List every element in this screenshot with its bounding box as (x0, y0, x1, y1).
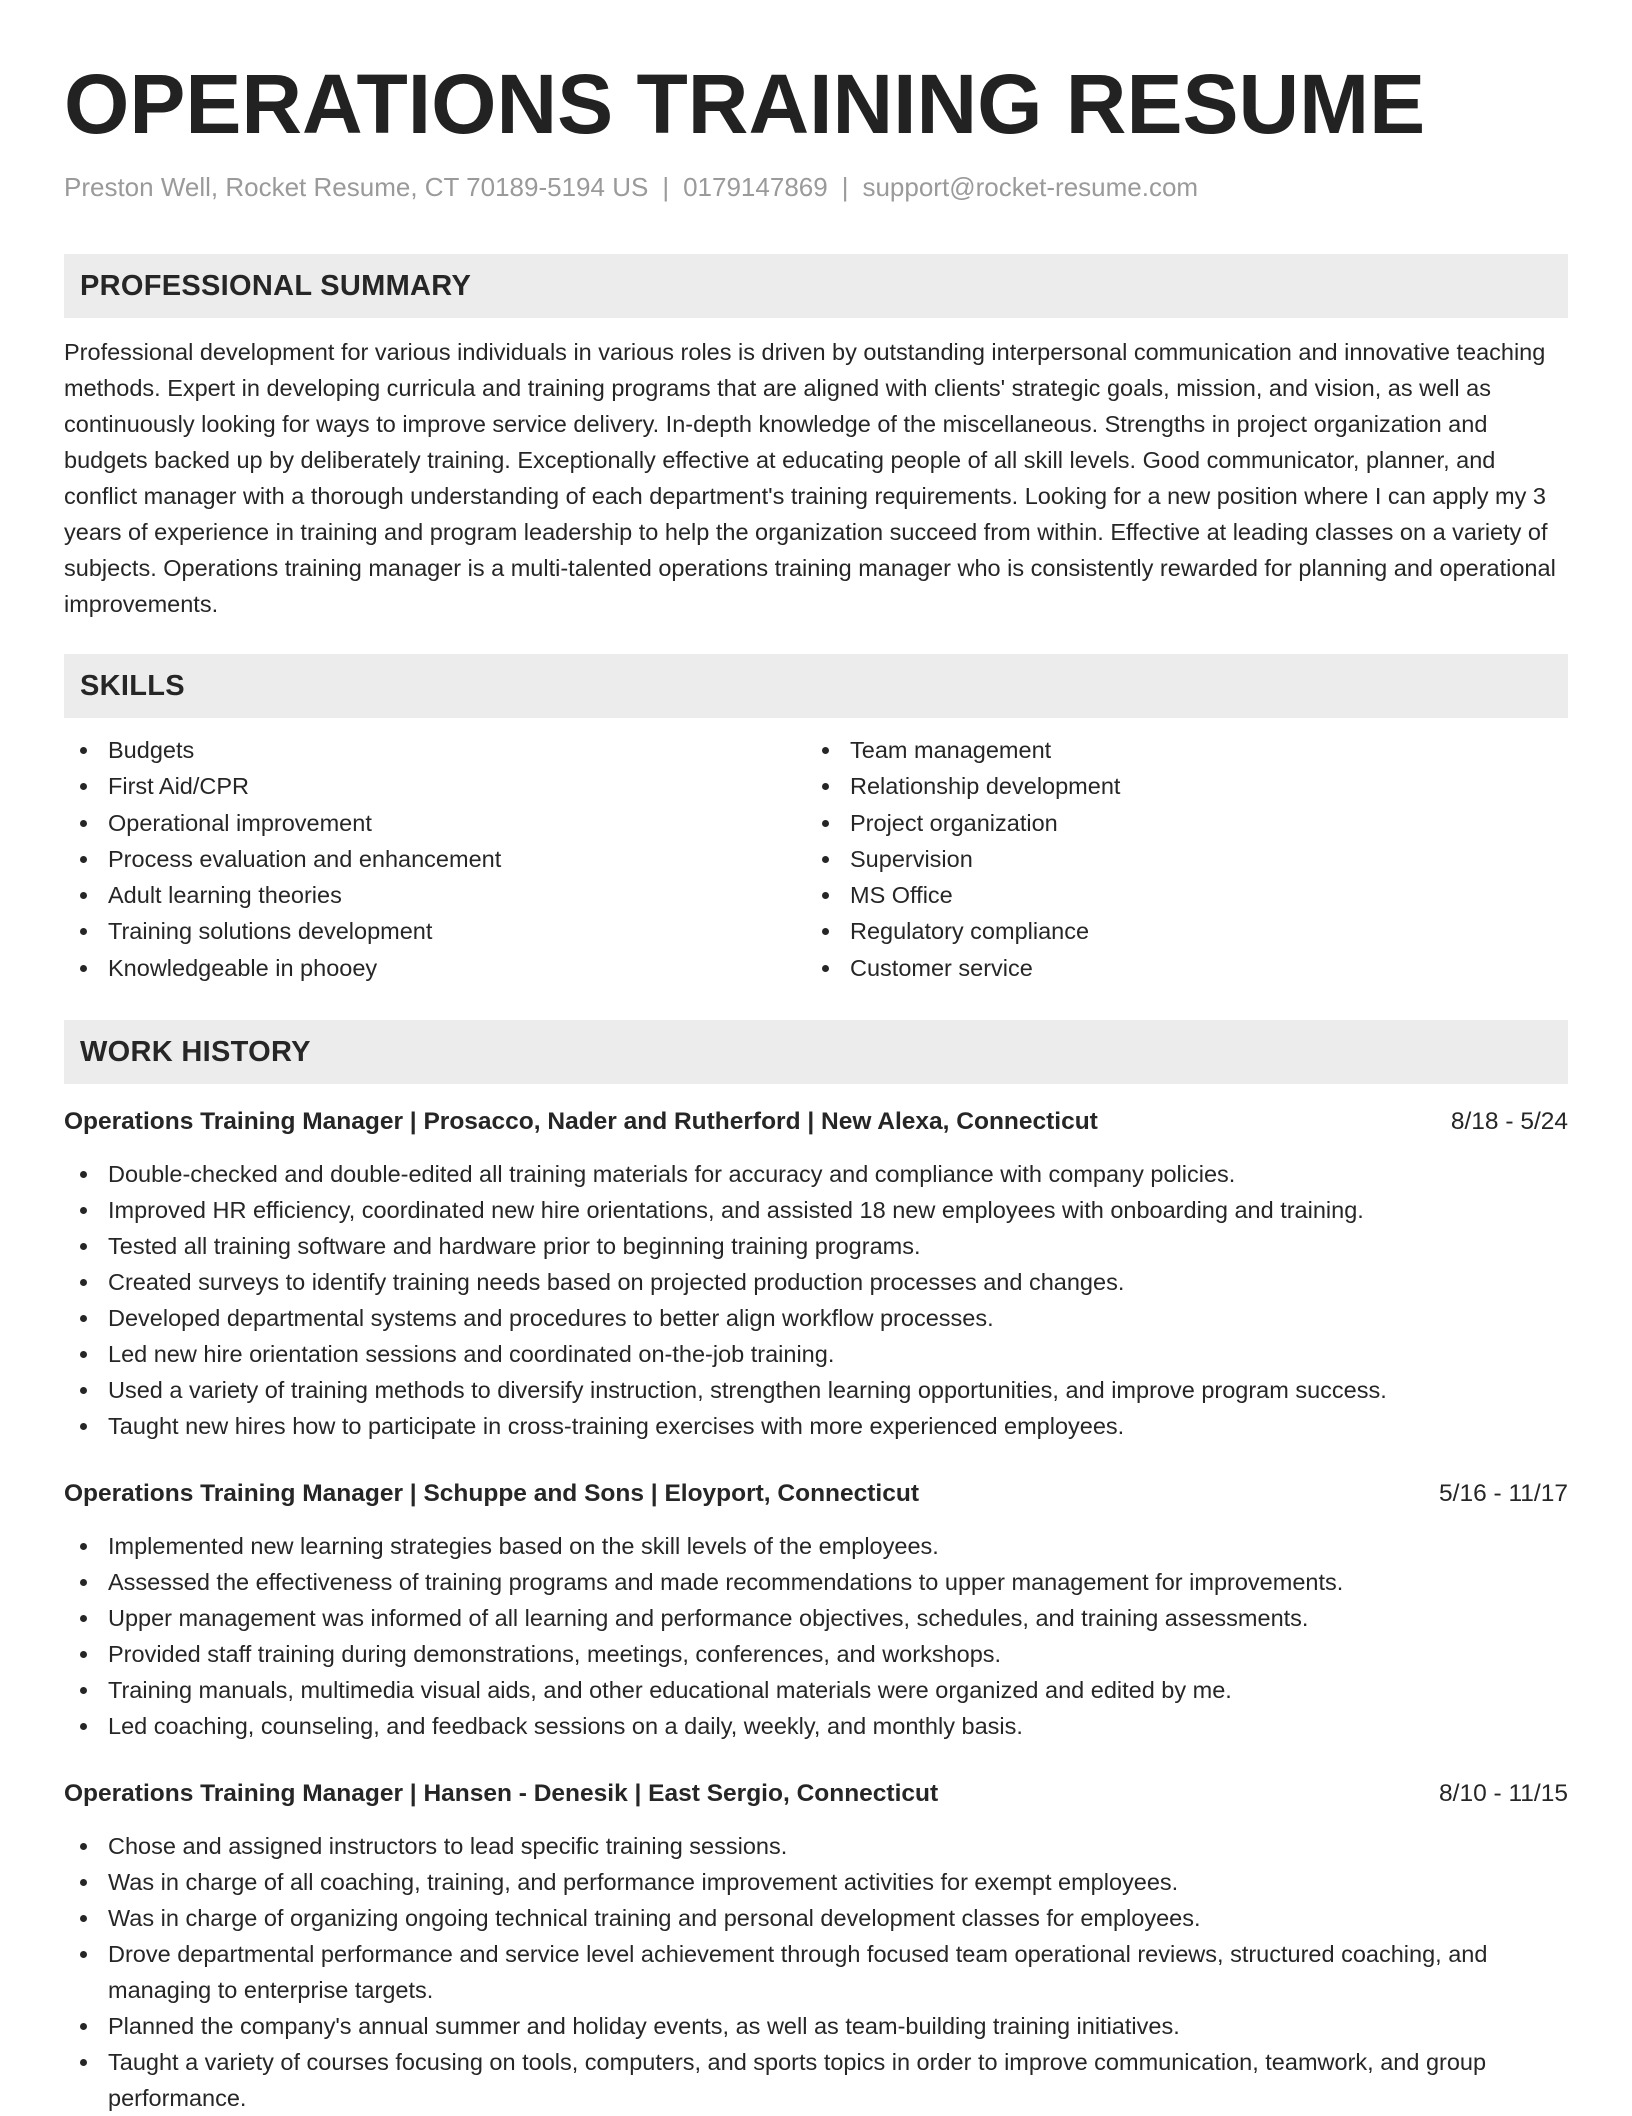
job-bullet: Improved HR efficiency, coordinated new hire orientations, and assisted 18 new employees with onboarding and training. (64, 1192, 1568, 1228)
job-header (64, 1106, 1568, 1138)
resume-page (64, 58, 1568, 2116)
contact-separator: | (662, 172, 670, 202)
job-bullet: Implemented new learning strategies based on the skill levels of the employees. (64, 1528, 1568, 1564)
job-bullet: Taught a variety of courses focusing on tools, computers, and sports topics in order to improve communication, teamwork, and group performance. (64, 2044, 1568, 2116)
skills-grid (64, 732, 1568, 986)
job-bullet: Assessed the effectiveness of training programs and made recommendations to upper management for improvements. (64, 1564, 1568, 1600)
job-header (64, 1778, 1568, 1810)
job-bullet: Planned the company's annual summer and holiday events, as well as team-building training initiatives. (64, 2008, 1568, 2044)
job-bullet: Led new hire orientation sessions and coordinated on-the-job training. (64, 1336, 1568, 1372)
skill-item: Training solutions development (64, 913, 806, 949)
section-heading: WORK HISTORY (64, 1020, 1568, 1084)
job-entry (64, 1778, 1568, 2116)
job-bullets (64, 1828, 1568, 2116)
skill-item: Customer service (806, 950, 1548, 986)
contact-address: Preston Well, Rocket Resume, CT 70189-5194 US (64, 172, 649, 202)
skill-item: Project organization (806, 805, 1548, 841)
skill-item: Relationship development (806, 768, 1548, 804)
contact-email: support@rocket-resume.com (862, 172, 1199, 202)
job-bullet: Created surveys to identify training needs based on projected production processes and changes. (64, 1264, 1568, 1300)
contact-line (64, 172, 1568, 202)
job-title: Operations Training Manager | Prosacco, Nader and Rutherford | New Alexa, Connecticut (64, 1108, 1098, 1136)
job-bullet: Led coaching, counseling, and feedback sessions on a daily, weekly, and monthly basis. (64, 1708, 1568, 1744)
job-dates: 5/16 - 11/17 (1439, 1480, 1568, 1508)
job-bullet: Tested all training software and hardware prior to beginning training programs. (64, 1228, 1568, 1264)
work-history-section (64, 1020, 1568, 2116)
skill-item: Team management (806, 732, 1548, 768)
skill-item: MS Office (806, 877, 1548, 913)
skill-item: Knowledgeable in phooey (64, 950, 806, 986)
job-bullet: Developed departmental systems and procedures to better align workflow processes. (64, 1300, 1568, 1336)
job-bullet: Used a variety of training methods to diversify instruction, strengthen learning opportunities, and improve program success. (64, 1372, 1568, 1408)
resume-title: OPERATIONS TRAINING RESUME (64, 57, 1426, 151)
job-header (64, 1478, 1568, 1510)
job-entry (64, 1106, 1568, 1444)
job-title: Operations Training Manager | Hansen - Denesik | East Sergio, Connecticut (64, 1780, 939, 1808)
job-bullet: Double-checked and double-edited all training materials for accuracy and compliance with company policies. (64, 1156, 1568, 1192)
skill-item: Regulatory compliance (806, 913, 1548, 949)
skill-item: Process evaluation and enhancement (64, 841, 806, 877)
professional-summary-section (64, 254, 1568, 622)
job-bullets (64, 1528, 1568, 1744)
skills-section (64, 654, 1568, 986)
contact-separator: | (841, 172, 849, 202)
job-dates: 8/10 - 11/15 (1439, 1780, 1568, 1808)
skill-item: Supervision (806, 841, 1548, 877)
job-title: Operations Training Manager | Schuppe and Sons | Eloyport, Connecticut (64, 1480, 919, 1508)
job-bullet: Chose and assigned instructors to lead specific training sessions. (64, 1828, 1568, 1864)
job-bullets (64, 1156, 1568, 1444)
job-bullet: Upper management was informed of all learning and performance objectives, schedules, and training assessments. (64, 1600, 1568, 1636)
contact-phone: 0179147869 (683, 172, 828, 202)
job-bullet: Taught new hires how to participate in cross-training exercises with more experienced employees. (64, 1408, 1568, 1444)
skill-item: Operational improvement (64, 805, 806, 841)
summary-paragraph: Professional development for various individuals in various roles is driven by outstanding interpersonal communication and innovative teaching methods. Expert in developing curricula and training programs that are aligned with clients' strategic goals, mission, and vision, as well as continuously looking for ways to improve service delivery. In-depth knowledge of the miscellaneous. Strengths in project organization and budgets backed up by deliberately training. Exceptionally effective at educating people of all skill levels. Good communicator, planner, and conflict manager with a thorough understanding of each department's training requirements. Looking for a new position where I can apply my 3 years of experience in training and program leadership to help the organization succeed from within. Effective at leading classes on a variety of subjects. Operations training manager is a multi-talented operations training manager who is consistently rewarded for planning and operational improvements. (64, 339, 1556, 617)
skill-item: First Aid/CPR (64, 768, 806, 804)
job-dates: 8/18 - 5/24 (1450, 1108, 1568, 1136)
section-heading: PROFESSIONAL SUMMARY (64, 254, 1568, 318)
section-heading: SKILLS (64, 654, 1568, 718)
job-bullet: Training manuals, multimedia visual aids, and other educational materials were organized and edited by me. (64, 1672, 1568, 1708)
job-bullet: Was in charge of all coaching, training, and performance improvement activities for exempt employees. (64, 1864, 1568, 1900)
job-bullet: Provided staff training during demonstrations, meetings, conferences, and workshops. (64, 1636, 1568, 1672)
job-entry (64, 1478, 1568, 1744)
skill-item: Budgets (64, 732, 806, 768)
skills-column-right (806, 732, 1548, 986)
skill-item: Adult learning theories (64, 877, 806, 913)
job-bullet: Drove departmental performance and service level achievement through focused team operational reviews, structured coaching, and managing to enterprise targets. (64, 1936, 1568, 2008)
job-bullet: Was in charge of organizing ongoing technical training and personal development classes for employees. (64, 1900, 1568, 1936)
skills-column-left (64, 732, 806, 986)
